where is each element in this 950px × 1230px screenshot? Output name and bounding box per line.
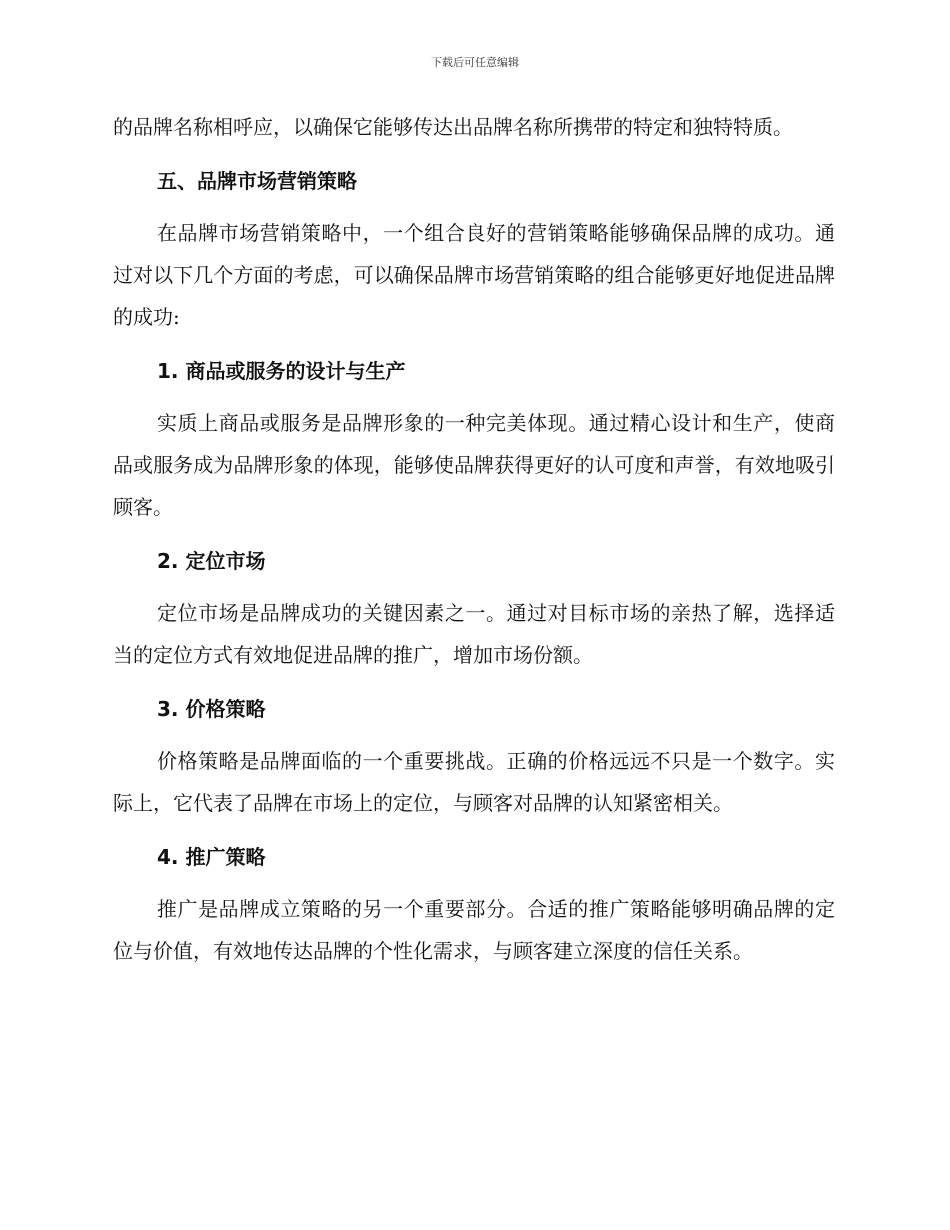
page-header-note: 下载后可任意编辑 xyxy=(431,56,519,69)
intro-paragraph: 的品牌名称相呼应，以确保它能够传达出品牌名称所携带的特定和独特特质。 xyxy=(113,115,793,139)
item-2-paragraph: 定位市场是品牌成功的关键因素之一。通过对目标市场的亲热了解，选择适当的定位方式有效地促进品牌的推广，增加市场份额。 xyxy=(113,601,835,667)
item-4-paragraph: 推广是品牌成立策略的另一个重要部分。合适的推广策略能够明确品牌的定位与价值，有效地传达品牌的个性化需求，与顾客建立深度的信任关系。 xyxy=(113,897,835,963)
item-1-paragraph: 实质上商品或服务是品牌形象的一种完美体现。通过精心设计和生产，使商品或服务成为品牌形象的体现，能够使品牌获得更好的认可度和声誉，有效地吸引顾客。 xyxy=(113,411,835,519)
document-body xyxy=(113,106,835,972)
item-4-heading: 4. 推广策略 xyxy=(157,845,266,869)
item-3-paragraph: 价格策略是品牌面临的一个重要挑战。正确的价格远远不只是一个数字。实际上，它代表了品牌在市场上的定位，与顾客对品牌的认知紧密相关。 xyxy=(113,749,835,815)
item-1-heading: 1. 商品或服务的设计与生产 xyxy=(157,359,406,383)
item-3-heading: 3. 价格策略 xyxy=(157,697,266,721)
section-5-paragraph: 在品牌市场营销策略中，一个组合良好的营销策略能够确保品牌的成功。通过对以下几个方面的考虑，可以确保品牌市场营销策略的组合能够更好地促进品牌的成功: xyxy=(113,221,835,329)
item-2-heading: 2. 定位市场 xyxy=(157,549,266,573)
section-5-heading: 五、品牌市场营销策略 xyxy=(157,169,357,193)
